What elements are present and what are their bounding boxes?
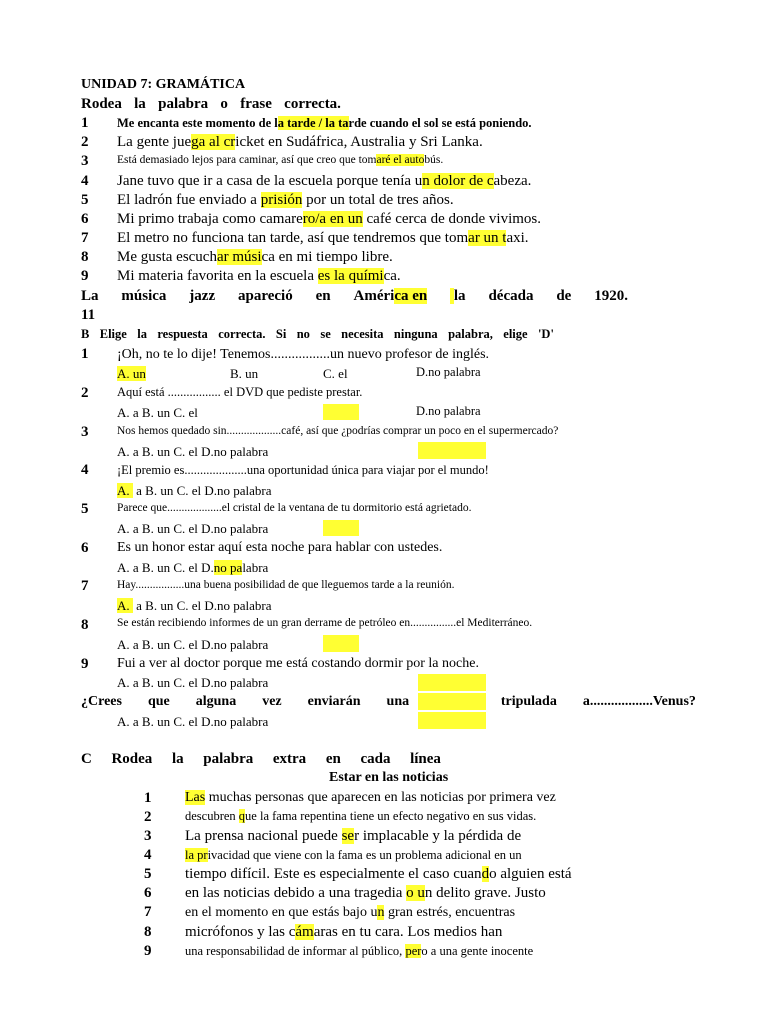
option-a-label: A. (117, 483, 130, 498)
item-word: de (556, 288, 572, 304)
option-d[interactable]: D.no palabra (416, 365, 481, 379)
heading-word: B (81, 327, 90, 341)
item-number: 7 (81, 230, 89, 246)
highlighted-answer[interactable]: ca en (394, 288, 428, 304)
answer-highlight (323, 404, 359, 420)
options-rest: a B. un C. el D.no palabra (132, 483, 272, 498)
list-item (117, 250, 393, 265)
heading-word: respuesta (157, 327, 208, 341)
highlighted-answer: no pa (213, 560, 243, 575)
section-a-heading (81, 97, 341, 112)
answer-highlight (323, 635, 359, 652)
heading-word: o (220, 96, 228, 112)
item-text: El metro no funciona tan tarde, así que tendremos que tom (117, 230, 469, 246)
line-number: 5 (144, 866, 152, 882)
line-number: 3 (144, 828, 152, 844)
item-word: jazz (189, 288, 216, 304)
heading-word: correcta. (218, 327, 266, 341)
line-text: n delito grave. Justo (424, 885, 546, 901)
list-item (117, 193, 454, 208)
item-text: Está demasiado lejos para caminar, así que creo que tom (117, 154, 377, 166)
question-number: 2 (81, 385, 89, 401)
list-item (117, 174, 531, 189)
options[interactable] (117, 599, 272, 612)
text-line (185, 886, 546, 901)
line-text: una responsabilidad de informar al público, (185, 944, 406, 958)
heading-word: 'D' (537, 327, 554, 341)
line-number: 7 (144, 904, 152, 920)
options[interactable]: A. a B. un C. el D.no palabra (117, 637, 269, 652)
options[interactable] (117, 561, 268, 574)
line-number: 4 (144, 847, 152, 863)
question-text: Es un honor estar aquí esta noche para hablar con ustedes. (117, 540, 443, 555)
options[interactable] (117, 484, 272, 497)
line-text: gran estrés, encuentras (384, 905, 516, 920)
list-item (117, 155, 443, 167)
item-number: 6 (81, 211, 89, 227)
highlighted-answer[interactable]: prisión (260, 192, 303, 208)
item-number: 4 (81, 173, 89, 189)
item-text: El ladrón fue enviado a (117, 192, 261, 208)
heading-word: la (171, 751, 184, 767)
item-text: Mi materia favorita en la escuela (117, 268, 318, 284)
heading-word: Si (275, 327, 287, 341)
heading-word: palabra, (448, 327, 493, 341)
options[interactable]: A. a B. un C. el (117, 405, 198, 420)
line-number: 2 (144, 809, 152, 825)
text-line (185, 945, 533, 958)
question-text: Hay.................una buena posibilidad de que lleguemos tarde a la reunión. (117, 579, 455, 591)
question-text: Aquí está ................. el DVD que pediste prestar. (117, 385, 363, 399)
item-text: Me encanta este momento de l (117, 116, 278, 130)
highlighted-answer[interactable]: n (377, 905, 385, 920)
text-line (185, 867, 572, 882)
line-text: tiempo difícil. Este es especialmente el caso cuan (185, 866, 482, 882)
heading-word: la (134, 96, 146, 112)
highlighted-answer[interactable]: o u (406, 885, 425, 901)
options-text: labra (242, 560, 269, 575)
options[interactable]: A. a B. un C. el D.no palabra (117, 444, 269, 459)
item-text: La gente jue (117, 134, 192, 150)
question-word: que (147, 694, 170, 709)
line-number: 8 (144, 924, 152, 940)
question-number: 9 (81, 656, 89, 672)
option-d[interactable]: D.no palabra (416, 404, 481, 418)
highlighted-answer[interactable]: d (481, 866, 490, 882)
section-c-heading (81, 752, 441, 767)
item-word: La (81, 288, 99, 304)
question-number: 5 (81, 501, 89, 517)
answer-highlight (418, 693, 486, 710)
answer-highlight (323, 520, 359, 536)
question-number: 1 (81, 346, 89, 362)
highlighted-answer[interactable]: se (341, 828, 355, 844)
question-text: Nos hemos quedado sin...................café, así que ¿podrías comprar un poco en el supermercado? (117, 425, 559, 437)
heading-word: ninguna (393, 327, 438, 341)
item-number: 5 (81, 192, 89, 208)
heading-word: se (320, 327, 331, 341)
text-line (185, 810, 536, 823)
list-item (117, 117, 532, 130)
highlighted-answer[interactable]: ar un t (468, 230, 507, 246)
item-number: 3 (81, 153, 89, 169)
item-word: en (315, 288, 331, 304)
page-title: UNIDAD 7: GRAMÁTICA (81, 77, 246, 92)
question-text: Se están recibiendo informes de un gran derrame de petróleo en................el Mediterráneo. (117, 617, 533, 629)
item-text: bús. (424, 154, 444, 166)
question-number: 7 (81, 578, 89, 594)
highlighted-answer[interactable]: aré el auto (376, 154, 425, 166)
heading-word: C (81, 751, 92, 767)
options[interactable]: A. a B. un C. el D.no palabra (117, 521, 269, 536)
options-text: A. a B. un C. el D. (117, 560, 214, 575)
heading-word: línea (410, 751, 441, 767)
item-number: 9 (81, 268, 89, 284)
highlighted-answer[interactable]: ám (295, 924, 314, 940)
item-text: Mi primo trabaja como camare (117, 211, 303, 227)
item-number: 11 (81, 307, 96, 323)
item-text: por un total de tres años. (302, 192, 454, 208)
heading-word: elige (503, 327, 528, 341)
section-b-heading (81, 328, 554, 341)
item-word: la (453, 288, 466, 304)
item-number: 2 (81, 134, 89, 150)
question-word: enviarán (307, 694, 361, 709)
text-line (185, 906, 515, 920)
line-text: micrófonos y las c (185, 924, 296, 940)
heading-word: Rodea (81, 96, 122, 112)
text-line (185, 829, 521, 844)
heading-word: cada (360, 751, 391, 767)
question-word: alguna (195, 694, 237, 709)
list-item (117, 212, 541, 227)
highlighted-answer[interactable]: q (238, 809, 246, 823)
question-number: 8 (81, 617, 89, 633)
heading-word: palabra (203, 751, 254, 767)
option-a[interactable] (117, 367, 146, 380)
line-text: en el momento en que estás bajo u (185, 905, 378, 920)
option-a-label: A. un (117, 366, 146, 381)
item-text: rde cuando el sol se está poniendo. (348, 116, 532, 130)
question-text: Parece que...................el cristal de la ventana de tu dormitorio está agrietado. (117, 502, 472, 514)
answer-highlight (418, 674, 486, 691)
heading-word: Rodea (111, 751, 153, 767)
heading-word: frase (240, 96, 272, 112)
heading-word: Elige (99, 327, 127, 341)
heading-word: la (137, 327, 147, 341)
question-text: ¡El premio es....................una oportunidad única para viajar por el mundo! (117, 463, 489, 477)
list-item (117, 135, 483, 150)
options-rest: a B. un C. el D.no palabra (132, 598, 272, 613)
highlighted-answer[interactable]: Las (185, 790, 206, 805)
line-text: en las noticias debido a una tragedia (185, 885, 407, 901)
item-text: abeza. (493, 173, 532, 189)
highlighted-answer[interactable]: ga al cr (191, 134, 236, 150)
item-text: ca en mi tiempo libre. (261, 249, 393, 265)
option-b[interactable]: B. un (230, 366, 259, 381)
item-word: década (488, 288, 534, 304)
item-text: café cerca de donde vivimos. (362, 211, 541, 227)
highlighted-answer[interactable]: es la quími (317, 268, 384, 284)
line-text: ivacidad que viene con la fama es un problema adicional en un (207, 848, 522, 862)
text-line (185, 791, 556, 805)
line-text: o alguien está (489, 866, 572, 882)
question-number: 3 (81, 424, 89, 440)
line-number: 9 (144, 943, 152, 959)
question-number: 4 (81, 462, 89, 478)
option-c[interactable]: C. el (323, 366, 348, 381)
item-text: Me gusta escuch (117, 249, 217, 265)
highlighted-answer[interactable]: per (405, 944, 422, 958)
line-text: muchas personas que aparecen en las noticias por primera vez (205, 790, 556, 805)
options[interactable]: A. a B. un C. el D.no palabra (117, 714, 269, 729)
question-word: una (386, 694, 410, 709)
line-text: La prensa nacional puede (185, 828, 342, 844)
heading-word: no (296, 327, 310, 341)
heading-word: extra (272, 751, 307, 767)
option-a-label: A. (117, 598, 130, 613)
item-text: Jane tuvo que ir a casa de la escuela porque tenía u (117, 173, 423, 189)
highlighted-answer[interactable]: a tarde / la ta (277, 116, 349, 130)
question-word: ¿Crees (81, 694, 122, 709)
options[interactable]: A. a B. un C. el D.no palabra (117, 675, 269, 690)
line-text: ue la fama repentina tiene un efecto negativo en sus vidas. (245, 809, 537, 823)
item-word: apareció (238, 288, 293, 304)
line-text: descubren (185, 809, 239, 823)
line-text: r implacable y la pérdida de (354, 828, 522, 844)
item-word: 1920. (594, 288, 628, 304)
highlighted-answer[interactable]: n dolor de c (422, 173, 494, 189)
question-number: 6 (81, 540, 89, 556)
answer-highlight (418, 442, 486, 459)
line-number: 1 (144, 790, 152, 806)
heading-word: palabra (158, 96, 209, 112)
heading-word: correcta. (284, 96, 341, 112)
list-item (117, 269, 401, 284)
item-word: Améri (353, 288, 395, 304)
item-text: ca. (383, 268, 401, 284)
item-text: icket en Sudáfrica, Australia y Sri Lanka. (235, 134, 483, 150)
heading-word: en (325, 751, 341, 767)
item-text: axi. (506, 230, 529, 246)
answer-highlight (418, 712, 486, 729)
question-10 (81, 695, 696, 709)
heading-word: necesita (341, 327, 384, 341)
highlighted-answer[interactable]: ar músi (216, 249, 262, 265)
question-word: tripulada (500, 694, 557, 709)
highlighted-answer[interactable]: la pr (185, 848, 208, 862)
text-line (185, 925, 502, 940)
line-text: aras en tu cara. Los medios han (313, 924, 503, 940)
line-text: o a una gente inocente (421, 944, 534, 958)
text-line (185, 849, 522, 862)
list-item-10 (81, 289, 628, 304)
question-word: a..................Venus? (582, 694, 696, 709)
list-item (117, 231, 529, 246)
item-number: 8 (81, 249, 89, 265)
item-word: música (121, 288, 167, 304)
question-text: Fui a ver al doctor porque me está costando dormir por la noche. (117, 656, 479, 671)
section-c-subtitle: Estar en las noticias (329, 770, 449, 785)
item-number: 1 (81, 115, 89, 131)
highlighted-answer[interactable]: ro/a en un (302, 211, 363, 227)
question-text: ¡Oh, no te lo dije! Tenemos.................un nuevo profesor de inglés. (117, 347, 490, 362)
question-word: vez (262, 694, 282, 709)
line-number: 6 (144, 885, 152, 901)
